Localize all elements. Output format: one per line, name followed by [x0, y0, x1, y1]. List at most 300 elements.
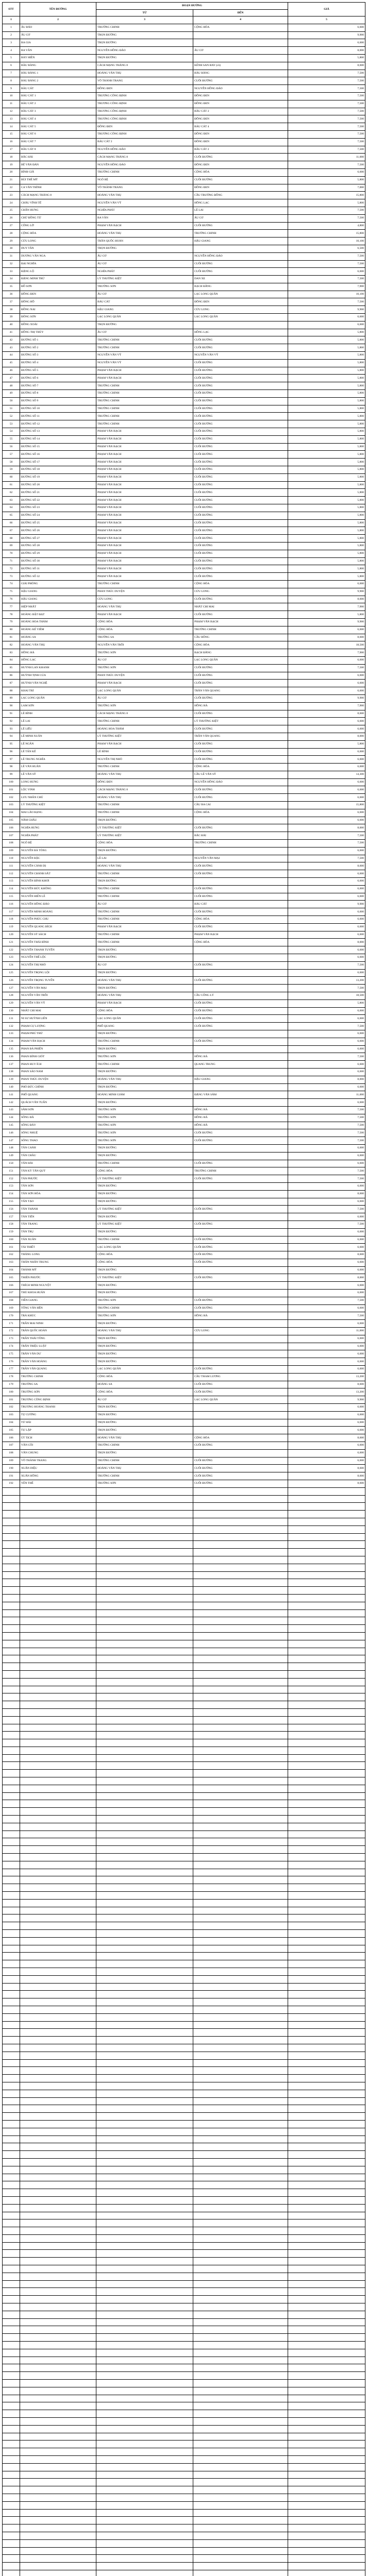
empty-cell [288, 2265, 365, 2273]
empty-row [3, 1686, 365, 1693]
empty-cell [193, 2219, 288, 2227]
empty-row [3, 2189, 365, 2197]
price: 6,600 [288, 1449, 365, 1457]
row-number: 108 [3, 840, 20, 848]
to-point: NGUYỄN HỒNG ĐÀO [193, 85, 288, 93]
empty-cell [3, 2501, 20, 2509]
to-point [193, 1228, 288, 1236]
table-row [3, 1167, 365, 1175]
empty-cell [20, 2212, 96, 2219]
empty-cell [193, 1678, 288, 1686]
empty-row [3, 1953, 365, 1960]
empty-row [3, 2387, 365, 2395]
to-point: HỒNG HÀ [193, 702, 288, 710]
row-number: 162 [3, 1251, 20, 1259]
table-row [3, 92, 365, 100]
empty-cell [96, 2364, 193, 2372]
street-name: SÔNG ĐÁY [20, 1122, 96, 1129]
empty-cell [3, 1670, 20, 1678]
price: 5,800 [288, 397, 365, 405]
empty-row [3, 2204, 365, 2212]
from-point: ĐỒNG ĐEN [96, 123, 193, 131]
to-point: CUỐI ĐƯỜNG [193, 557, 288, 565]
to-point: ĐỒNG ĐEN [193, 138, 288, 146]
empty-row [3, 2524, 365, 2532]
row-number: 120 [3, 931, 20, 939]
row-number: 80 [3, 626, 20, 634]
price: 7,500 [288, 1221, 365, 1228]
row-number: 167 [3, 1290, 20, 1297]
price: 11,000 [288, 1328, 365, 1335]
empty-cell [20, 2387, 96, 2395]
row-number: 161 [3, 1244, 20, 1251]
empty-cell [193, 2258, 288, 2265]
from-point: BÀU CÁT 2 [96, 138, 193, 146]
from-point: TRỌN ĐƯỜNG [96, 245, 193, 252]
table-row [3, 1419, 365, 1427]
to-point: CUỐI ĐƯỜNG [193, 1480, 288, 1488]
row-number: 175 [3, 1350, 20, 1358]
empty-cell [3, 2196, 20, 2204]
empty-cell [288, 2273, 365, 2280]
table-row [3, 1411, 365, 1419]
empty-cell [288, 2006, 365, 2013]
to-point: CUỐI ĐƯỜNG [193, 885, 288, 893]
header-street-name: TÊN ĐƯỜNG [20, 3, 96, 16]
empty-cell [3, 2013, 20, 2021]
to-point [193, 1083, 288, 1091]
street-name: ĐƯỜNG SỐ 31 [20, 565, 96, 573]
empty-cell [20, 2174, 96, 2181]
row-number: 183 [3, 1411, 20, 1419]
table-row [3, 923, 365, 931]
empty-cell [3, 1526, 20, 1533]
empty-cell [193, 1533, 288, 1541]
empty-cell [96, 1907, 193, 1914]
table-row [3, 1228, 365, 1236]
row-number: 33 [3, 268, 20, 276]
row-number: 74 [3, 580, 20, 588]
empty-cell [193, 2151, 288, 2159]
from-point: PHẠM VĂN BẠCH [96, 489, 193, 497]
empty-cell [193, 2021, 288, 2029]
to-point: CUỐI ĐƯỜNG [193, 573, 288, 581]
empty-cell [20, 2563, 96, 2570]
price: 6,600 [288, 1030, 365, 1038]
street-name: THỦ KHOA HUÂN [20, 1290, 96, 1297]
empty-cell [193, 2242, 288, 2250]
row-number: 43 [3, 344, 20, 352]
row-number: 68 [3, 535, 20, 543]
row-number: 135 [3, 1045, 20, 1053]
price: 8,600 [288, 862, 365, 870]
from-point: HOÀNG VĂN THỤ [96, 862, 193, 870]
empty-cell [193, 1907, 288, 1914]
row-number: 14 [3, 123, 20, 131]
price: 18,500 [288, 641, 365, 649]
from-point: TRỌN ĐƯỜNG [96, 1404, 193, 1412]
empty-row [3, 2151, 365, 2159]
row-number: 95 [3, 740, 20, 748]
empty-cell [193, 1876, 288, 1884]
column-index: 4 [193, 16, 288, 24]
empty-cell [96, 2448, 193, 2456]
price: 7,500 [288, 146, 365, 154]
row-number: 130 [3, 1007, 20, 1015]
table-row [3, 77, 365, 85]
street-name: TRƯỜNG SA [20, 1381, 96, 1388]
to-point: CỬU LONG [193, 588, 288, 596]
table-row [3, 1206, 365, 1213]
from-point: TRỌN ĐƯỜNG [96, 54, 193, 62]
street-name: BÀU BÀNG 2 [20, 77, 96, 85]
from-point: LÝ THƯỜNG KIỆT [96, 733, 193, 740]
street-name: TÂN SƠN [20, 1182, 96, 1190]
empty-cell [193, 1716, 288, 1724]
empty-cell [193, 1655, 288, 1663]
empty-cell [288, 1800, 365, 1808]
table-row [3, 535, 365, 543]
empty-cell [96, 1617, 193, 1625]
empty-cell [20, 1678, 96, 1686]
row-number: 143 [3, 1106, 20, 1114]
from-point: TRƯỜNG CHINH [96, 939, 193, 946]
price: 6,600 [288, 817, 365, 824]
empty-row [3, 1701, 365, 1709]
to-point: DAN XE [193, 276, 288, 283]
empty-cell [3, 1724, 20, 1732]
empty-cell [96, 1930, 193, 1938]
row-number: 117 [3, 908, 20, 916]
to-point: CUỐI ĐƯỜNG [193, 694, 288, 702]
empty-row [3, 2158, 365, 2166]
to-point [193, 39, 288, 47]
empty-cell [96, 1747, 193, 1754]
row-number: 188 [3, 1449, 20, 1457]
to-point: CẦU CÔNG LÝ [193, 992, 288, 1000]
row-number: 11 [3, 100, 20, 108]
street-name: BÀU CÁT 2 [20, 100, 96, 108]
row-number: 113 [3, 878, 20, 886]
table-row [3, 497, 365, 504]
empty-cell [20, 1914, 96, 1922]
to-point: NHẤT CHI MAI [193, 603, 288, 611]
empty-cell [288, 1655, 365, 1663]
street-name: LÊ LIỄU [20, 725, 96, 733]
from-point: TRỌN ĐƯỜNG [96, 817, 193, 824]
to-point: CUỐI ĐƯỜNG [193, 390, 288, 398]
price: 5,800 [288, 527, 365, 535]
from-point: PHẠM VĂN BẠCH [96, 435, 193, 443]
empty-cell [96, 1770, 193, 1777]
empty-cell [288, 2059, 365, 2067]
street-name: ĐƯỜNG SỐ 26 [20, 527, 96, 535]
table-row [3, 146, 365, 154]
empty-row [3, 1602, 365, 1609]
table-row [3, 1427, 365, 1434]
street-name: TÂN TẠO [20, 1198, 96, 1206]
empty-cell [20, 2471, 96, 2479]
row-number: 97 [3, 756, 20, 764]
street-name: BÌNH GIÃ [20, 168, 96, 176]
empty-cell [3, 2288, 20, 2296]
empty-cell [193, 2044, 288, 2052]
from-point: TRỌN ĐƯỜNG [96, 878, 193, 886]
from-point: TRỌN ĐƯỜNG [96, 1266, 193, 1274]
to-point: LẠC LONG QUÂN [193, 1396, 288, 1404]
street-name: PHAN BÁ PHIẾN [20, 1045, 96, 1053]
to-point: CUỐI ĐƯỜNG [193, 1206, 288, 1213]
empty-cell [96, 1983, 193, 1991]
table-row [3, 1350, 365, 1358]
empty-cell [288, 2395, 365, 2402]
table-row [3, 855, 365, 862]
empty-row [3, 1777, 365, 1785]
price: 6,500 [288, 245, 365, 252]
empty-cell [20, 2181, 96, 2189]
empty-cell [3, 2273, 20, 2280]
empty-cell [193, 2486, 288, 2494]
empty-cell [20, 1648, 96, 1655]
street-name: TÂN CHÂU [20, 1152, 96, 1160]
empty-cell [96, 2166, 193, 2174]
column-index: 3 [96, 16, 193, 24]
empty-cell [20, 2013, 96, 2021]
empty-row [3, 1762, 365, 1770]
price: 7,900 [288, 649, 365, 657]
table-row [3, 1312, 365, 1320]
empty-row [3, 1556, 365, 1564]
price: 14,300 [288, 771, 365, 778]
to-point: LẠC LONG QUÂN [193, 656, 288, 664]
empty-cell [20, 1564, 96, 1571]
street-name: ĐƯỜNG SỐ 23 [20, 504, 96, 512]
empty-cell [288, 2517, 365, 2524]
empty-cell [96, 1511, 193, 1518]
row-number: 151 [3, 1167, 20, 1175]
from-point: TRƯỜNG SƠN [96, 1053, 193, 1061]
empty-cell [193, 2265, 288, 2273]
price: 11,000 [288, 1091, 365, 1099]
empty-cell [96, 2242, 193, 2250]
table-row [3, 443, 365, 451]
row-number: 176 [3, 1358, 20, 1366]
to-point: CUỐI ĐƯỜNG [193, 1236, 288, 1244]
to-point [193, 1419, 288, 1427]
row-number: 114 [3, 885, 20, 893]
row-number: 30 [3, 245, 20, 252]
table-row [3, 47, 365, 55]
table-row [3, 207, 365, 214]
from-point: ÂU CƠ [96, 694, 193, 702]
from-point: VÕ THÀNH TRANG [96, 184, 193, 192]
empty-cell [288, 1854, 365, 1861]
from-point: TRƯỜNG CHINH [96, 580, 193, 588]
empty-cell [20, 2280, 96, 2288]
from-point: PHẠM VĂN BẠCH [96, 466, 193, 474]
row-number: 159 [3, 1228, 20, 1236]
row-number: 119 [3, 923, 20, 931]
from-point: TRỌN ĐƯỜNG [96, 847, 193, 855]
empty-cell [288, 1594, 365, 1602]
empty-row [3, 1792, 365, 1800]
empty-cell [193, 2418, 288, 2426]
street-name: SẦM SƠN [20, 1106, 96, 1114]
empty-cell [96, 2037, 193, 2044]
empty-cell [96, 1663, 193, 1671]
from-point: NGHĨA PHÁT [96, 207, 193, 214]
empty-cell [96, 1831, 193, 1838]
price: 6,600 [288, 314, 365, 321]
row-number: 91 [3, 710, 20, 718]
empty-cell [3, 1518, 20, 1526]
from-point: TRƯỜNG CHINH [96, 764, 193, 771]
empty-cell [288, 2097, 365, 2105]
to-point: CUỐI ĐƯỜNG [193, 1175, 288, 1183]
street-name: CHÂU VĨNH TẾ [20, 199, 96, 207]
price: 10,100 [288, 291, 365, 298]
empty-cell [288, 1732, 365, 1739]
street-name: LỘC VINH [20, 786, 96, 794]
empty-cell [193, 2395, 288, 2402]
empty-cell [193, 1739, 288, 1747]
row-number: 59 [3, 466, 20, 474]
empty-cell [3, 1503, 20, 1511]
empty-cell [96, 1609, 193, 1617]
empty-cell [96, 2387, 193, 2395]
from-point: TRƯỜNG SƠN [96, 1114, 193, 1122]
empty-cell [20, 1892, 96, 1900]
empty-cell [96, 2342, 193, 2349]
empty-cell [20, 1762, 96, 1770]
empty-cell [3, 1854, 20, 1861]
to-point: CUỐI ĐƯỜNG [193, 961, 288, 969]
empty-cell [3, 2181, 20, 2189]
from-point: HOÀNG VĂN THỤ [96, 771, 193, 778]
price: 6,600 [288, 1083, 365, 1091]
empty-cell [288, 1678, 365, 1686]
empty-cell [20, 2227, 96, 2235]
street-name: ĐƯỜNG SỐ 5 [20, 367, 96, 375]
empty-row [3, 2486, 365, 2494]
price: 5,800 [288, 413, 365, 420]
empty-row [3, 1838, 365, 1846]
to-point: CUỐI ĐƯỜNG [193, 504, 288, 512]
street-name: BA VÂN [20, 47, 96, 55]
empty-cell [20, 2288, 96, 2296]
empty-cell [3, 1861, 20, 1869]
row-number: 145 [3, 1122, 20, 1129]
table-row [3, 550, 365, 557]
from-point: PHẠM VĂN BẠCH [96, 459, 193, 466]
empty-cell [96, 2075, 193, 2082]
price: 6,600 [288, 1228, 365, 1236]
empty-cell [288, 2113, 365, 2121]
table-row [3, 1114, 365, 1122]
empty-cell [193, 2372, 288, 2380]
empty-cell [20, 1953, 96, 1960]
row-number: 67 [3, 527, 20, 535]
empty-cell [3, 2517, 20, 2524]
street-name: TRƯỜNG SƠN [20, 1388, 96, 1396]
empty-row [3, 1991, 365, 1998]
empty-cell [193, 1686, 288, 1693]
table-row [3, 1358, 365, 1366]
price: 5,800 [288, 420, 365, 428]
table-row [3, 138, 365, 146]
to-point: HỒNG LẠC [193, 329, 288, 336]
header-price: GIÁ [288, 3, 365, 16]
empty-cell [20, 2273, 96, 2280]
empty-cell [193, 2311, 288, 2318]
to-point: CUỐI ĐƯỜNG [193, 550, 288, 557]
table-row [3, 54, 365, 62]
table-row [3, 649, 365, 657]
price: 8,600 [288, 1251, 365, 1259]
price: 6,600 [288, 756, 365, 764]
empty-row [3, 1785, 365, 1792]
empty-cell [288, 1693, 365, 1701]
empty-cell [193, 1518, 288, 1526]
to-point: NGUYỄN VĂN VỸ [193, 352, 288, 360]
empty-cell [3, 2128, 20, 2136]
from-point: NGHĨA PHÁT [96, 268, 193, 276]
empty-cell [193, 1625, 288, 1633]
from-point: PHẠM VĂN BẠCH [96, 740, 193, 748]
empty-row [3, 2128, 365, 2136]
row-number: 147 [3, 1137, 20, 1145]
row-number: 146 [3, 1129, 20, 1137]
header-segment: ĐOẠN ĐƯỜNG [96, 3, 288, 10]
empty-cell [193, 2196, 288, 2204]
table-row [3, 1404, 365, 1412]
row-number: 157 [3, 1213, 20, 1221]
row-number: 34 [3, 276, 20, 283]
empty-cell [20, 1716, 96, 1724]
empty-row [3, 1960, 365, 1968]
from-point: TRỌN ĐƯỜNG [96, 1335, 193, 1343]
column-index: 1 [3, 16, 20, 24]
empty-cell [96, 2349, 193, 2357]
row-number: 27 [3, 222, 20, 230]
from-point: PHẠM VĂN BẠCH [96, 367, 193, 375]
empty-cell [3, 1770, 20, 1777]
from-point: PHẠM VĂN BẠCH [96, 680, 193, 687]
empty-cell [20, 2105, 96, 2113]
street-name: ĐỒNG NAI [20, 306, 96, 314]
table-row [3, 473, 365, 481]
row-number: 3 [3, 39, 20, 47]
price: 5,800 [288, 473, 365, 481]
from-point: TRƯỜNG SA [96, 634, 193, 641]
empty-cell [20, 1526, 96, 1533]
street-name: NGUYỄN HỒNG ĐÀO [20, 901, 96, 908]
table-row [3, 1366, 365, 1374]
to-point: CUỐI ĐƯỜNG [193, 77, 288, 85]
row-number: 48 [3, 382, 20, 390]
price: 7,500 [288, 138, 365, 146]
price: 8,600 [288, 596, 365, 603]
to-point: CỘNG HÒA [193, 168, 288, 176]
from-point: LẠC LONG QUÂN [96, 1244, 193, 1251]
price: 6,600 [288, 718, 365, 725]
empty-cell [20, 2463, 96, 2471]
to-point: CẦU BA CAI [193, 802, 288, 809]
street-name: ĐƯỜNG SỐ 12 [20, 420, 96, 428]
street-name: NGUYỄN MINH HOÀNG [20, 908, 96, 916]
street-name: ÂU BẢO [20, 24, 96, 31]
from-point: TRƯỜNG SƠN [96, 1122, 193, 1129]
